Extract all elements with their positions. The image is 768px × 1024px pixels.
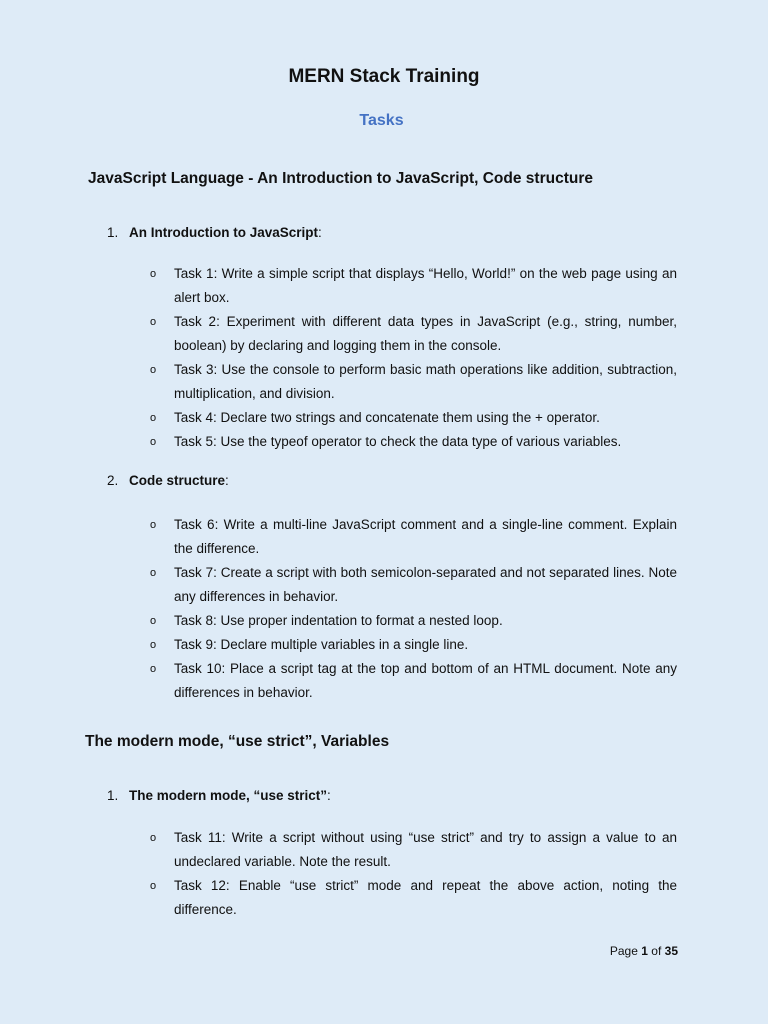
bullet-icon: o — [150, 880, 157, 892]
task-text: Task 7: Create a script with both semicolon-separated and not separated lines. Note any differences in behavior. — [174, 565, 677, 604]
item-suffix: : — [225, 473, 229, 488]
bullet-icon: o — [150, 519, 157, 531]
document-subtitle: Tasks — [359, 112, 404, 129]
task-list-code-structure — [150, 513, 677, 705]
list-item — [150, 406, 677, 430]
task-text: Task 8: Use proper indentation to format a nested loop. — [174, 613, 503, 628]
list-item — [150, 609, 677, 633]
list-item — [150, 358, 677, 406]
list-item — [150, 633, 677, 657]
task-text: Task 1: Write a simple script that displays “Hello, World!” on the web page using an alert box. — [174, 266, 677, 305]
list-item — [150, 262, 677, 310]
section-heading-js-intro: JavaScript Language - An Introduction to JavaScript, Code structure — [88, 170, 593, 187]
item-suffix: : — [318, 225, 322, 240]
task-text: Task 5: Use the typeof operator to check the data type of various variables. — [174, 434, 622, 449]
list-item — [150, 874, 677, 922]
current-page-number: 1 — [641, 944, 648, 958]
bullet-icon: o — [150, 663, 157, 675]
item-number: 1. — [107, 225, 119, 240]
section-heading-strict-mode: The modern mode, “use strict”, Variables — [85, 733, 390, 750]
bullet-icon: o — [150, 316, 157, 328]
bullet-icon: o — [150, 268, 157, 280]
bullet-icon: o — [150, 615, 157, 627]
list-item — [150, 310, 677, 358]
document-title: MERN Stack Training — [288, 66, 480, 87]
list-item — [150, 826, 677, 874]
total-page-count: 35 — [664, 944, 678, 958]
page-footer — [610, 944, 678, 958]
task-list-strict-mode — [150, 826, 677, 922]
task-list-intro — [150, 262, 677, 454]
bullet-icon: o — [150, 832, 157, 844]
list-item — [150, 561, 677, 609]
item-number: 2. — [107, 473, 119, 488]
item-number: 1. — [107, 788, 119, 803]
bullet-icon: o — [150, 567, 157, 579]
task-text: Task 6: Write a multi-line JavaScript comment and a single-line comment. Explain the difference. — [174, 517, 677, 556]
numbered-item-code-structure — [107, 473, 229, 488]
task-text: Task 10: Place a script tag at the top and bottom of an HTML document. Note any differences in behavior. — [174, 661, 677, 700]
list-item — [150, 657, 677, 705]
page-word: Page — [609, 944, 638, 958]
task-text: Task 3: Use the console to perform basic math operations like addition, subtraction, multiplication, and division. — [174, 362, 677, 401]
of-word: of — [651, 944, 662, 958]
bullet-icon: o — [150, 639, 157, 651]
task-text: Task 2: Experiment with different data types in JavaScript (e.g., string, number, boolean) by declaring and logging them in the console. — [174, 314, 677, 353]
task-text: Task 11: Write a script without using “use strict” and try to assign a value to an undeclared variable. Note the result. — [174, 830, 677, 869]
bullet-icon: o — [150, 364, 157, 376]
task-text: Task 4: Declare two strings and concatenate them using the + operator. — [174, 410, 600, 425]
task-text: Task 9: Declare multiple variables in a single line. — [174, 637, 469, 652]
task-text: Task 12: Enable “use strict” mode and repeat the above action, noting the difference. — [174, 878, 677, 917]
item-label: The modern mode, “use strict” — [129, 788, 328, 803]
item-suffix: : — [327, 788, 331, 803]
numbered-item-intro — [107, 225, 322, 240]
bullet-icon: o — [150, 436, 157, 448]
item-label: Code structure — [129, 473, 226, 488]
numbered-item-strict-mode — [107, 788, 331, 803]
item-label: An Introduction to JavaScript — [129, 225, 319, 240]
list-item — [150, 513, 677, 561]
list-item — [150, 430, 677, 454]
bullet-icon: o — [150, 412, 157, 424]
